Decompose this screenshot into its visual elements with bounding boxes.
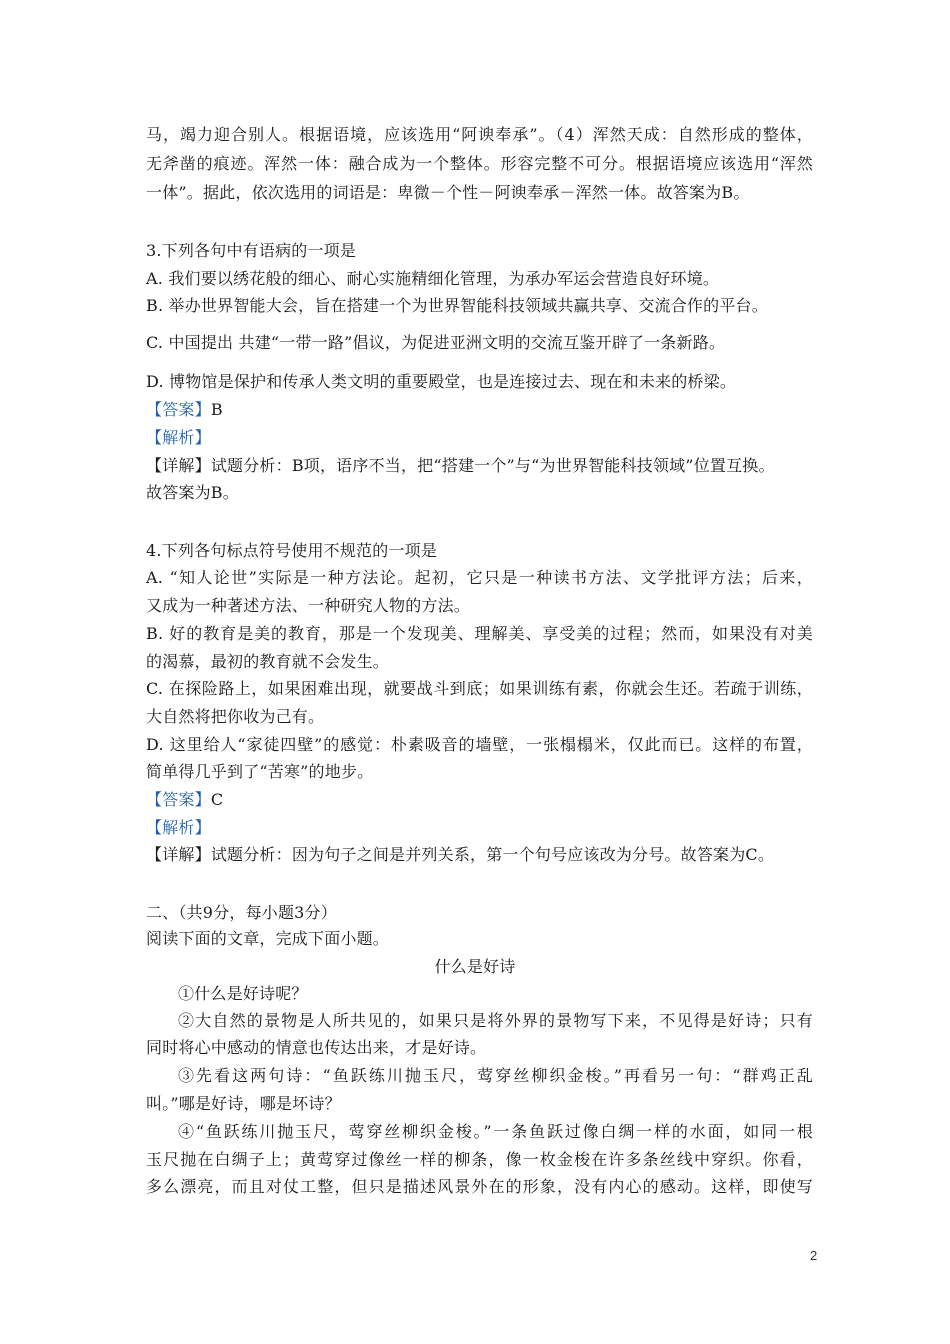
answer-label: 【答案】 xyxy=(146,790,211,809)
question-3-option-c: C. 中国提出 共建“一带一路”倡议，为促进亚洲文明的交流互鉴开辟了一条新路。 xyxy=(146,333,726,352)
article-paragraph-3: ③先看这两句诗：“鱼跃练川抛玉尺，莺穿丝柳织金梭。”再看另一句：“群鸡正乱 xyxy=(178,1066,813,1085)
answer-value: B xyxy=(210,400,223,419)
question-3-answer xyxy=(146,399,223,421)
question-4-option-d-cont: 简单得几乎到了“苦寒”的地步。 xyxy=(146,762,374,781)
article-paragraph-3-cont: 叫。”哪是好诗，哪是坏诗？ xyxy=(146,1094,341,1113)
analysis-label: 【解析】 xyxy=(146,818,211,837)
continuation-line: 一体”。据此，依次选用的词语是：卑微－个性－阿谀奉承－浑然一体。故答案为B。 xyxy=(146,183,750,202)
question-4-detail xyxy=(146,844,774,866)
question-4-option-b-cont: 的渴慕，最初的教育就不会发生。 xyxy=(146,652,390,671)
answer-label: 【答案】 xyxy=(146,400,211,419)
question-3-stem: 3.下列各句中有语病的一项是 xyxy=(146,241,357,260)
article-paragraph-4-cont: 多么漂亮，而且对仗工整，但只是描述风景外在的形象，没有内心的感动。这样，即使写 xyxy=(146,1177,813,1196)
article-paragraph-2: ②大自然的景物是人所共见的，如果只是将外界的景物写下来，不见得是好诗；只有 xyxy=(178,1011,813,1030)
section-heading: 二、（共9分，每小题3分） xyxy=(146,903,337,922)
continuation-line: 马，竭力迎合别人。根据语境，应该选用“阿谀奉承”。（4）浑然天成：自然形成的整体， xyxy=(146,125,813,144)
continuation-line: 无斧凿的痕迹。浑然一体：融合成为一个整体。形容完整不可分。根据语境应该选用“浑然 xyxy=(146,154,813,173)
detail-text: 试题分析：B项，语序不当，把“搭建一个”与“为世界智能科技领域”位置互换。 xyxy=(210,456,775,475)
answer-value: C xyxy=(210,790,224,809)
question-3-option-b: B. 举办世界智能大会，旨在搭建一个为世界智能科技领域共赢共享、交流合作的平台。 xyxy=(146,296,768,315)
question-3-detail xyxy=(146,455,775,477)
question-3-option-d: D. 博物馆是保护和传承人类文明的重要殿堂，也是连接过去、现在和未来的桥梁。 xyxy=(146,372,737,391)
article-paragraph-4-cont: 玉尺抛在白绸子上；黄莺穿过像丝一样的柳条，像一枚金梭在许多条丝线中穿织。你看， xyxy=(146,1150,813,1169)
question-4-option-c-cont: 大自然将把你收为己有。 xyxy=(146,707,325,726)
page-number: 2 xyxy=(810,1248,818,1263)
question-4-option-b: B. 好的教育是美的教育，那是一个发现美、理解美、享受美的过程；然而，如果没有对美 xyxy=(146,624,813,643)
detail-text: 试题分析：因为句子之间是并列关系，第一个句号应该改为分号。故答案为C。 xyxy=(210,845,775,864)
section-instruction: 阅读下面的文章，完成下面小题。 xyxy=(146,929,390,948)
question-4-option-a: A. “知人论世”实际是一种方法论。起初，它只是一种读书方法、文学批评方法；后来， xyxy=(146,568,813,587)
article-paragraph-4: ④“鱼跃练川抛玉尺，莺穿丝柳织金梭。”一条鱼跃过像白绸一样的水面，如同一根 xyxy=(178,1122,813,1141)
article-title: 什么是好诗 xyxy=(434,957,516,976)
question-4-stem: 4.下列各句标点符号使用不规范的一项是 xyxy=(146,541,438,560)
question-3-option-a: A. 我们要以绣花般的细心、耐心实施精细化管理，为承办军运会营造良好环境。 xyxy=(146,269,720,288)
question-4-option-d: D. 这里给人“家徒四壁”的感觉：朴素吸音的墙壁，一张榻榻米，仅此而已。这样的布置， xyxy=(146,735,813,754)
question-4-answer xyxy=(146,789,223,811)
detail-label: 【详解】 xyxy=(146,845,211,864)
question-4-option-a-cont: 又成为一种著述方法、一种研究人物的方法。 xyxy=(146,596,471,615)
analysis-label: 【解析】 xyxy=(146,428,211,447)
detail-label: 【详解】 xyxy=(146,456,211,475)
article-paragraph-2-cont: 同时将心中感动的情意也传达出来，才是好诗。 xyxy=(146,1038,487,1057)
question-3-detail-cont: 故答案为B。 xyxy=(146,483,239,502)
article-paragraph-1: ①什么是好诗呢？ xyxy=(178,984,308,1003)
question-4-option-c: C. 在探险路上，如果困难出现，就要战斗到底；如果训练有素，你就会生还。若疏于训练， xyxy=(146,679,813,698)
